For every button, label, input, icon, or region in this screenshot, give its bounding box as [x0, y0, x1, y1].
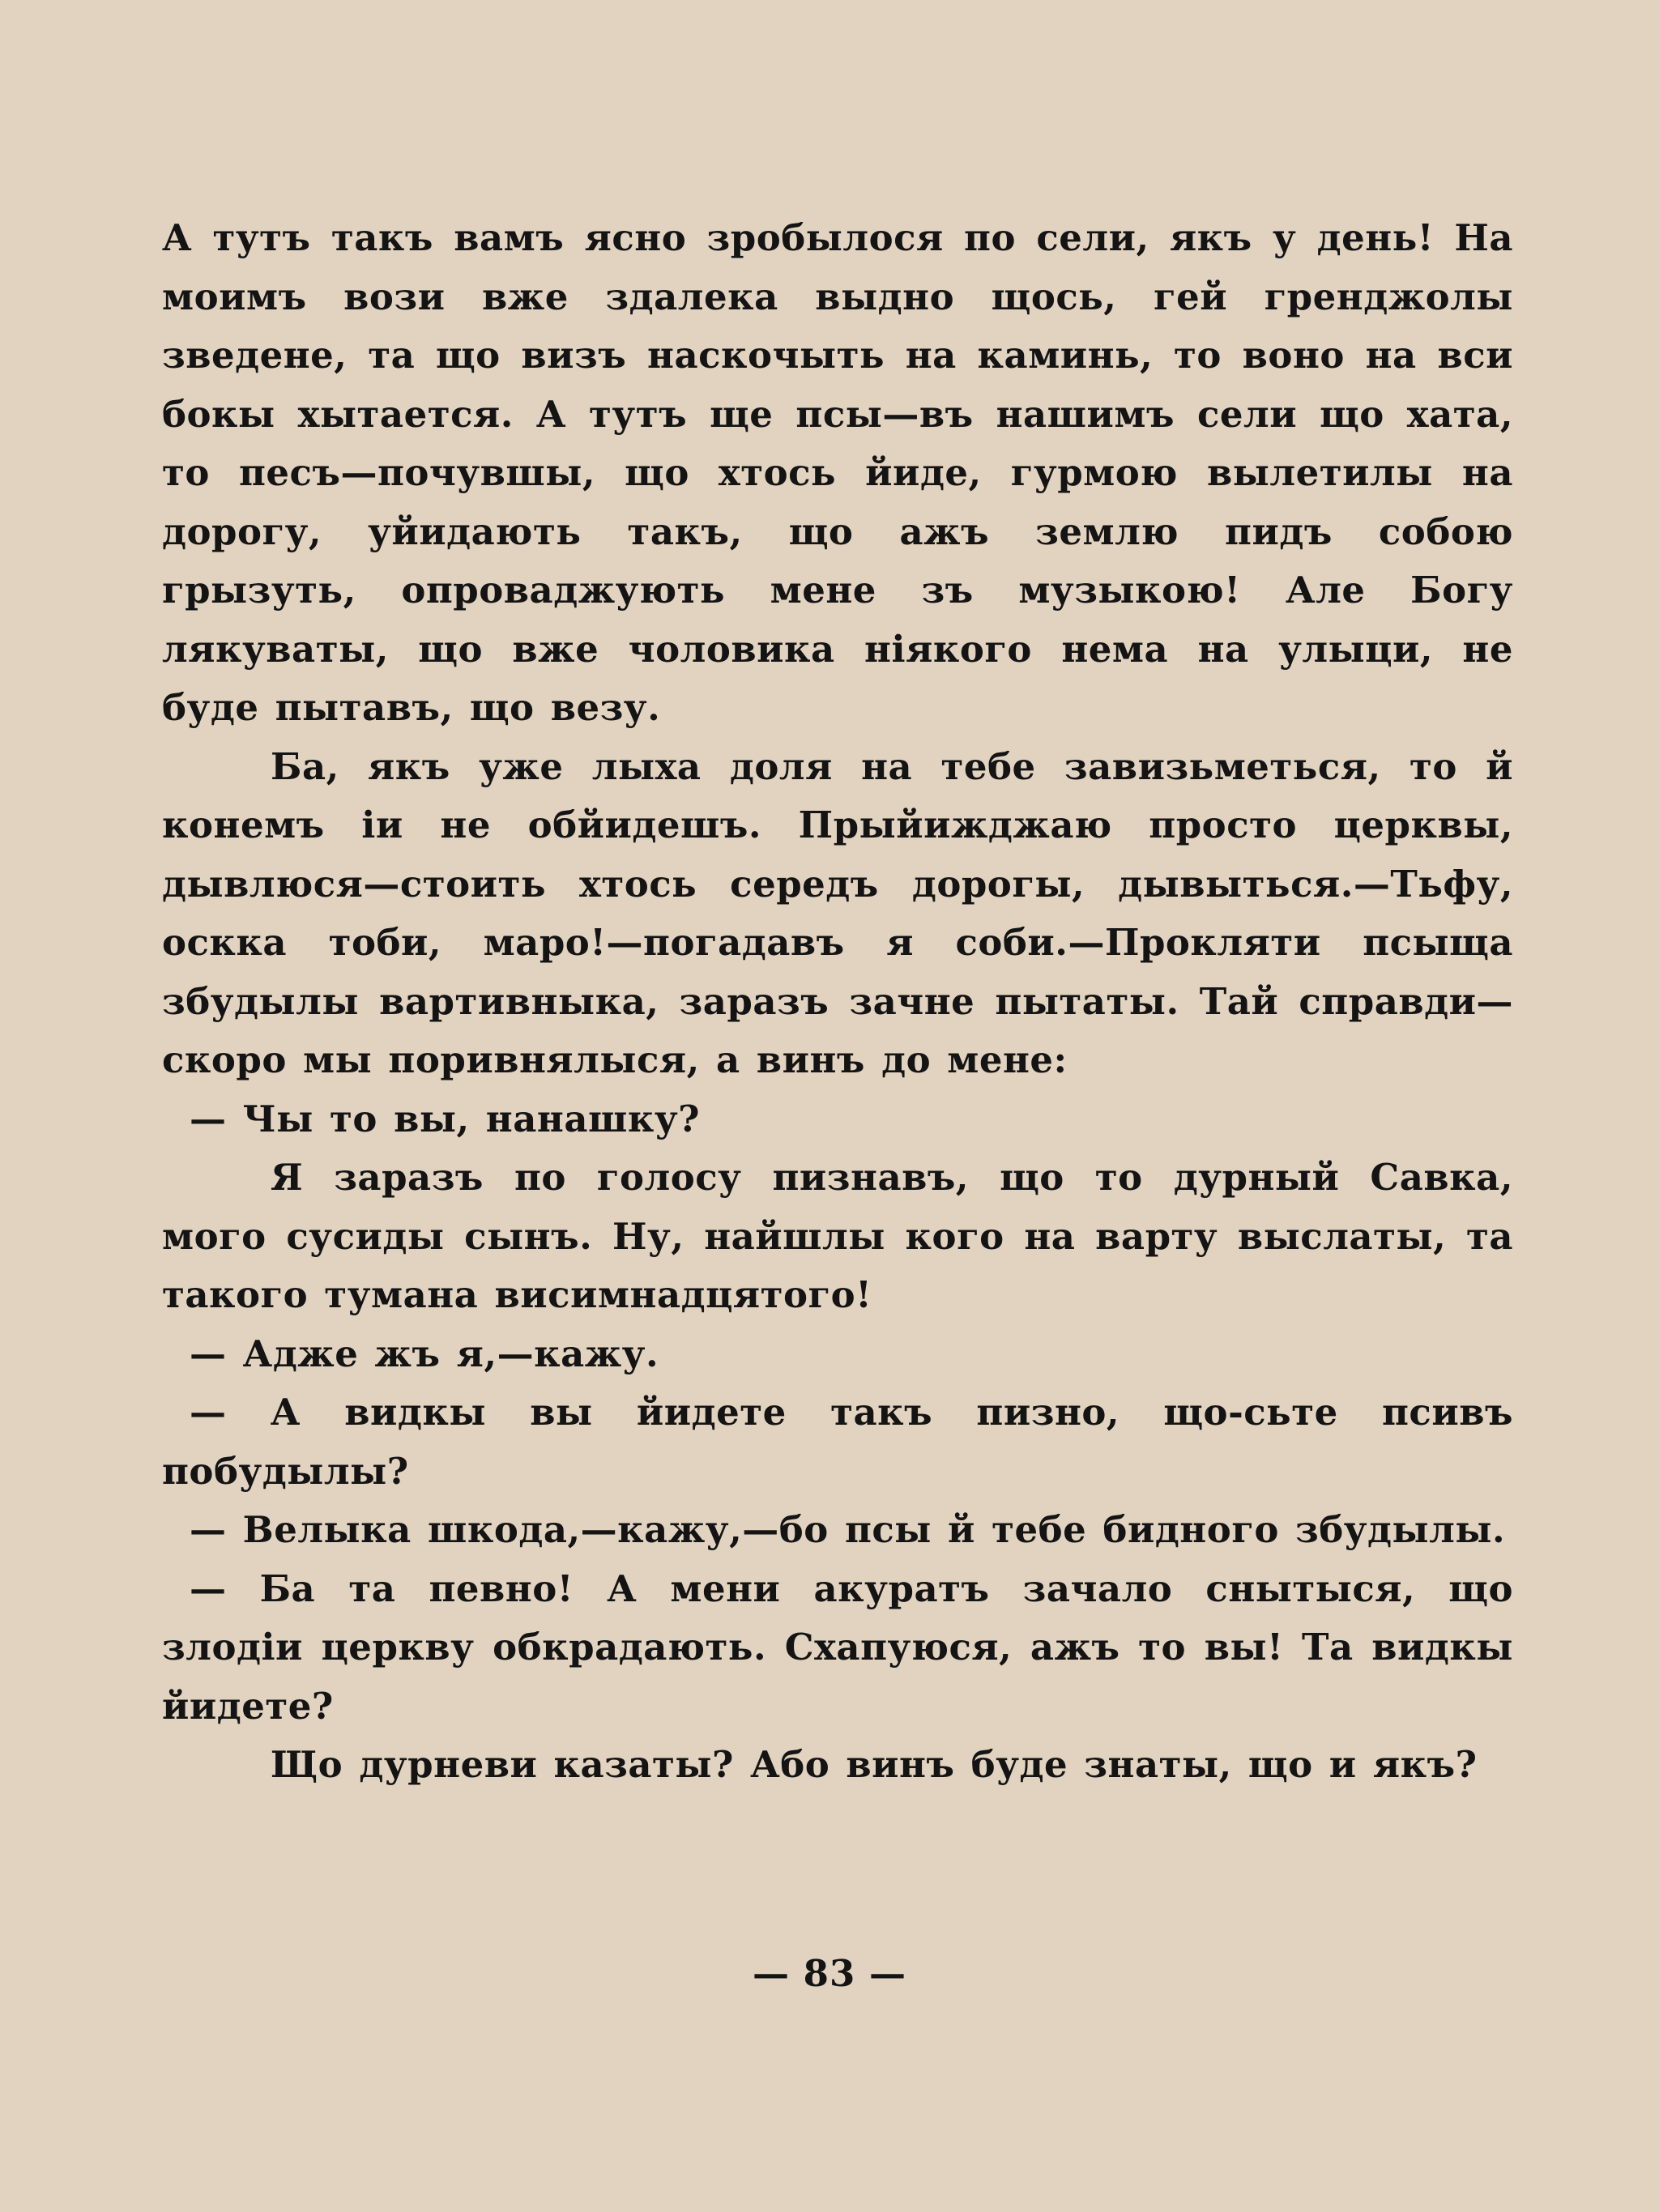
paragraph-4: Що дурневи казаты? Або винъ буде знаты, що и якъ?: [271, 1743, 1478, 1786]
paragraph-2: Ба, якъ уже лыха доля на тебе завизьметься, то й конемъ іи не обйидешъ. Прыйижджаю просто церквы, дывлюся—стоить хтось середъ дорогы, дывыться.—Тьфу, оскка тоби, маро!—погадавъ я соби.—Прокляти псыща збудылы вартивныка, заразъ зачне пытаты. Тай справди—скоро мы поривнялыся, а винъ до мене:: [162, 744, 1513, 1081]
paragraph-3: Я заразъ по голосу пизнавъ, що то дурный Савка, мого сусиды сынъ. Ну, найшлы кого на варту выслаты, та такого тумана висимнадцятого!: [162, 1156, 1513, 1316]
page-body: [162, 209, 1513, 1795]
paragraph-1: А тутъ такъ вамъ ясно зробылося по сели, якъ у день! На моимъ вози вже здалека выдно щось, гей гренджолы зведене, та що визъ наскочыть на каминь, то воно на вси бокы хытается. А тутъ ще псы—въ нашимъ сели що хата, то песъ—почувшы, що хтось йиде, гурмою вылетилы на дорогу, уйидають такъ, що ажъ землю пидъ собою грызуть, опроваджують мене зъ музыкою! Але Богу лякуваты, що вже чоловика ніякого нема на улыци, не буде пытавъ, що везу.: [162, 216, 1513, 729]
dialogue-line-5: — Ба та певно! А мени акуратъ зачало снытыся, що злодіи церкву обкрадають. Схапуюся, ажъ то вы! Та видкы йидете?: [162, 1566, 1513, 1728]
dialogue-line-2: — Адже жъ я,—кажу.: [190, 1332, 659, 1375]
dialogue-line-1: — Чы то вы, нанашку?: [190, 1097, 701, 1140]
dialogue-line-4: — Велыка шкода,—кажу,—бо псы й тебе бидного збудылы.: [190, 1508, 1506, 1551]
dialogue-line-3: — А видкы вы йидете такъ пизно, що-сьте псивъ побудылы?: [162, 1391, 1513, 1493]
page-number: — 83 —: [753, 1952, 906, 1995]
